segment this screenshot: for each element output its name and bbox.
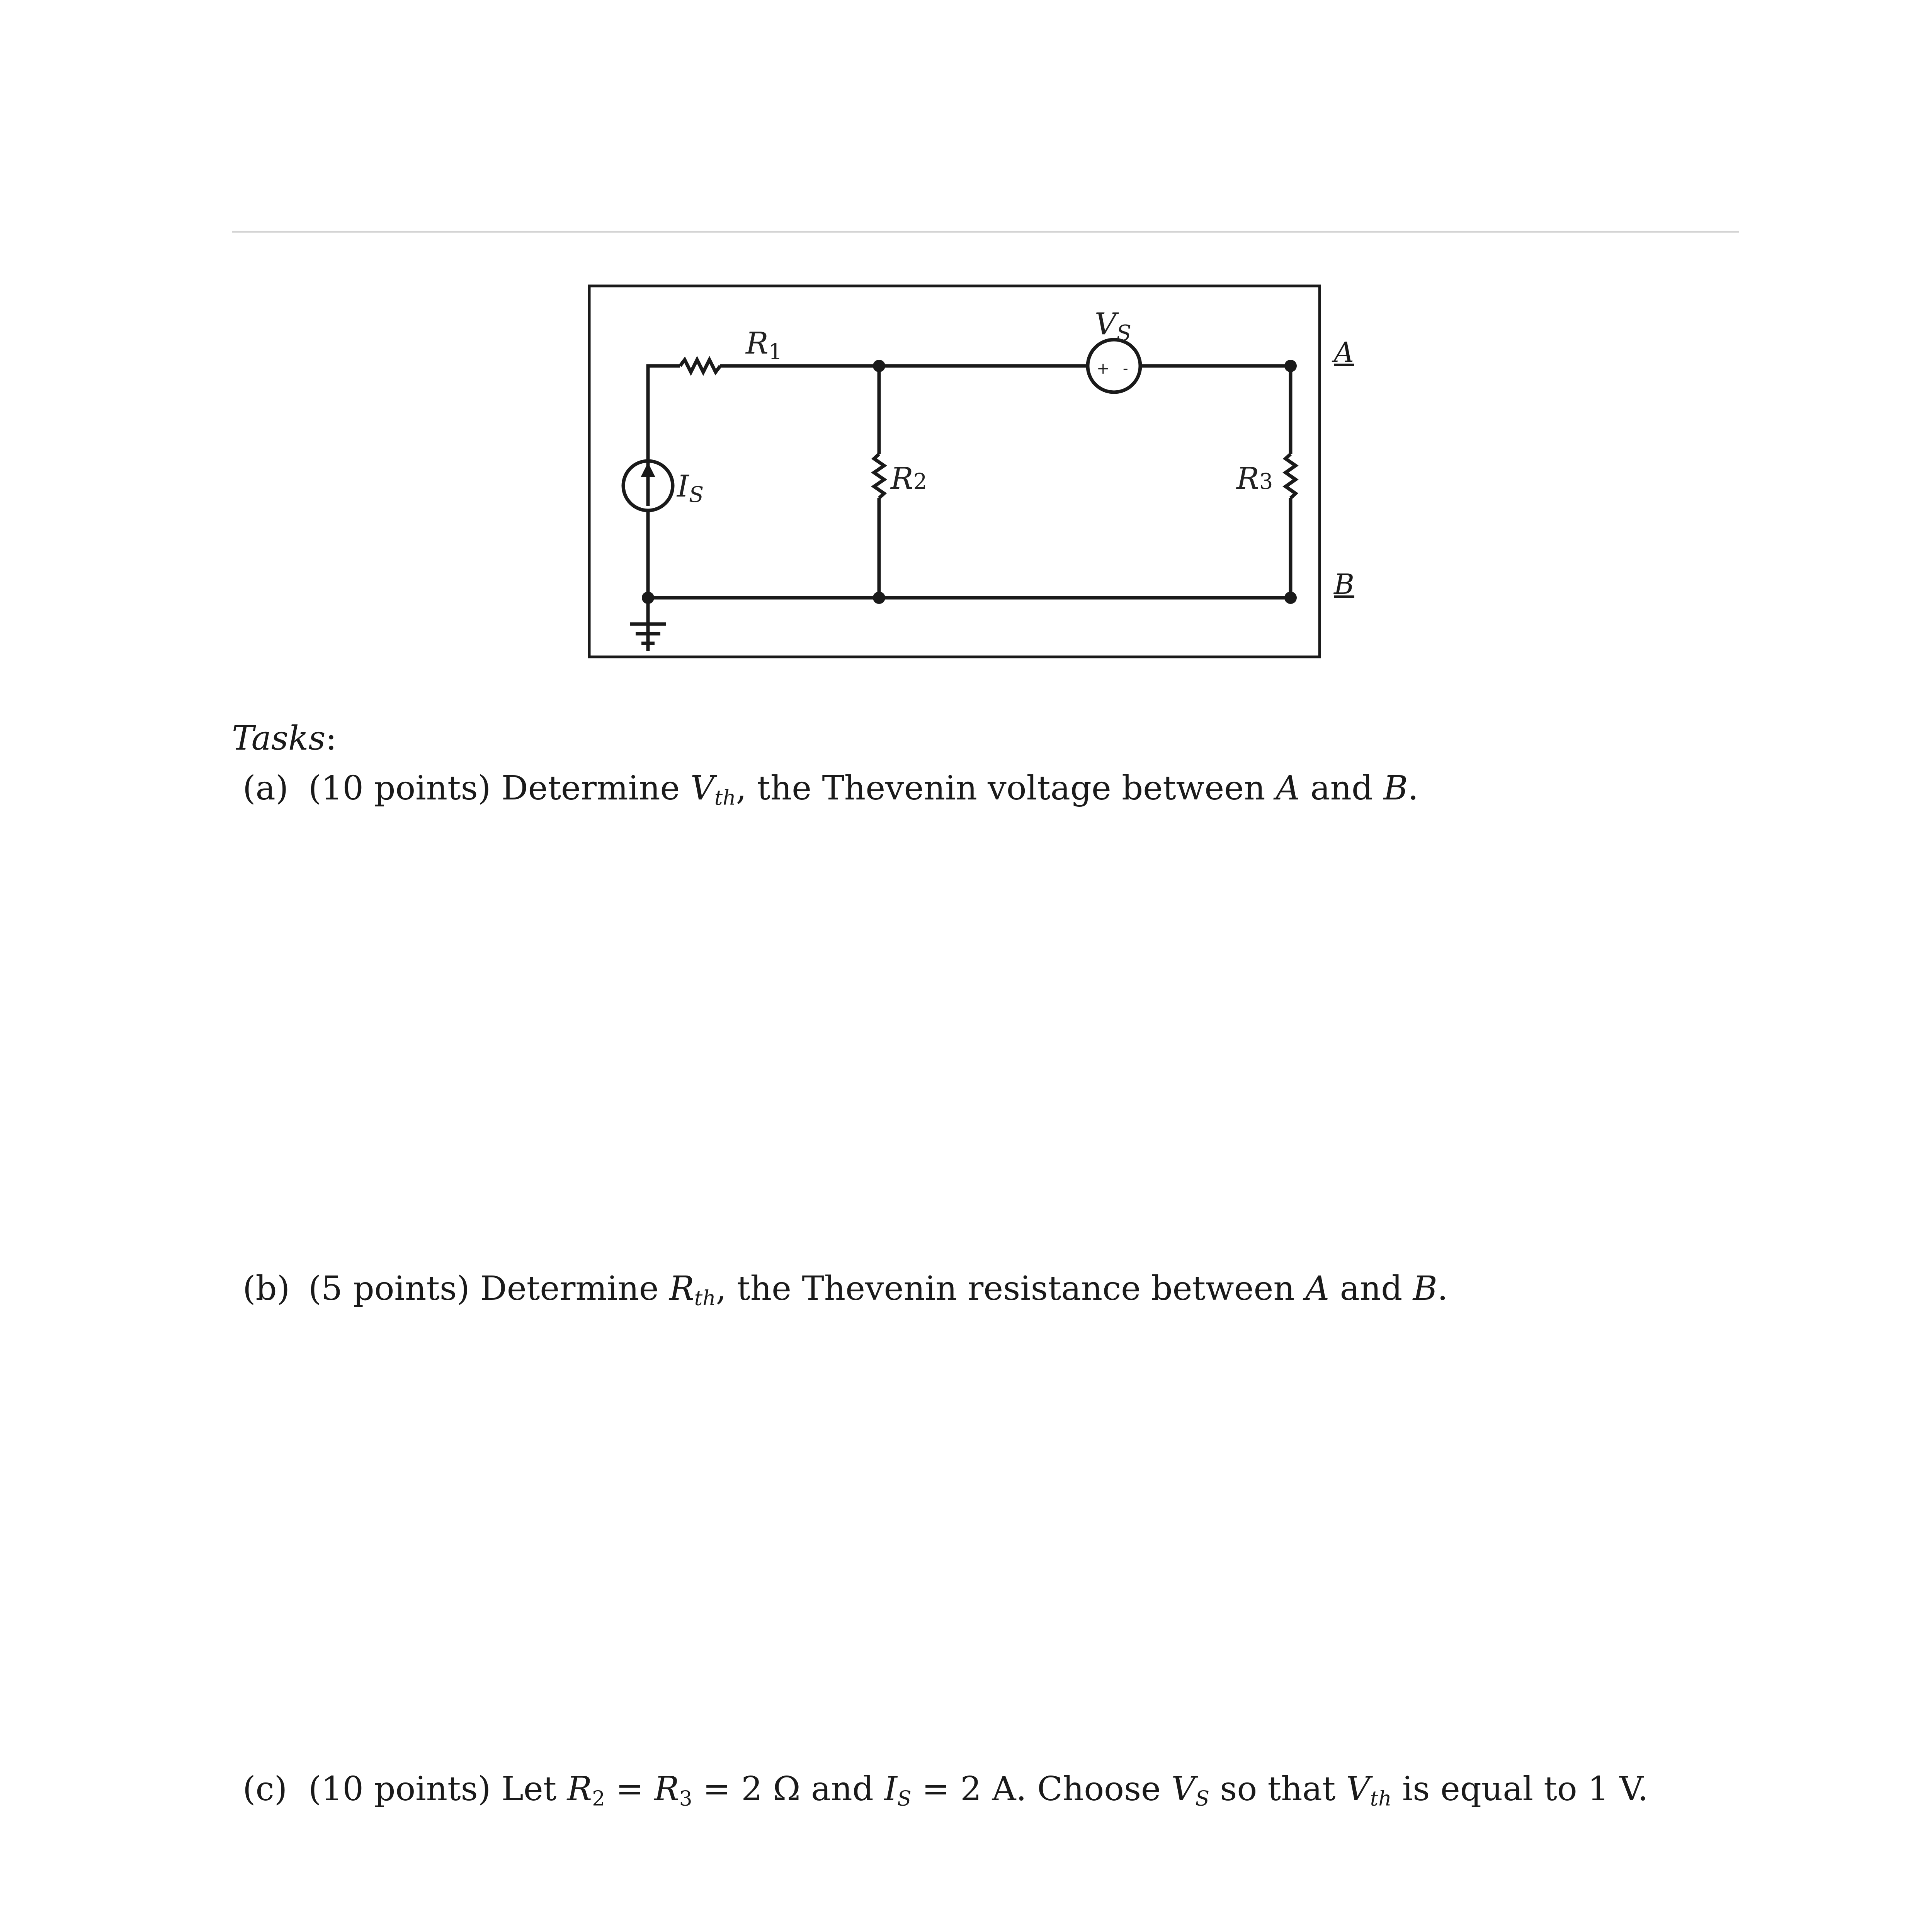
label-vs-text: $V_S$	[1095, 307, 1131, 346]
task-c: (c) (10 points) Let $R_2 = R_3 = 2$ Ω and $I_S = 2$ A. Choose $V_S$ so that $V_{th}$ is equal to 1 V.	[243, 1770, 1648, 1811]
resistor-r2	[874, 454, 884, 498]
label-r2-text: R2	[891, 461, 927, 496]
junction-dot	[642, 592, 654, 604]
label-is-text: IS	[677, 469, 704, 507]
junction-dot	[1284, 592, 1297, 604]
task-a: (a) (10 points) Determine $V_{th}$, the Thevenin voltage between A and B.	[243, 769, 1418, 810]
label-r3-text: R3	[1236, 461, 1273, 496]
junction-dot	[873, 360, 885, 372]
current-arrow-head	[641, 463, 655, 477]
label-vs-minus: -	[1123, 360, 1128, 378]
top-divider	[232, 231, 1739, 233]
junction-dot	[873, 592, 885, 604]
task-a-letter: (a)	[243, 769, 289, 808]
resistor-r1	[680, 360, 720, 372]
resistor-r3	[1286, 454, 1296, 498]
tasks-heading: Tasks:	[232, 719, 337, 758]
circuit-diagram	[587, 284, 1321, 659]
node-b-label: B	[1334, 568, 1354, 600]
label-r1-text: R1	[746, 326, 782, 364]
task-c-letter: (c)	[243, 1770, 287, 1808]
task-b: (b) (5 points) Determine $R_{th}$, the Thevenin resistance between A and B.	[243, 1269, 1448, 1310]
junction-dot	[1284, 360, 1297, 372]
node-a-label: A	[1334, 336, 1354, 369]
voltage-source-vs	[1088, 340, 1140, 392]
circuit-frame	[589, 286, 1320, 657]
task-b-letter: (b)	[243, 1269, 290, 1308]
label-vs-plus: +	[1097, 360, 1110, 378]
